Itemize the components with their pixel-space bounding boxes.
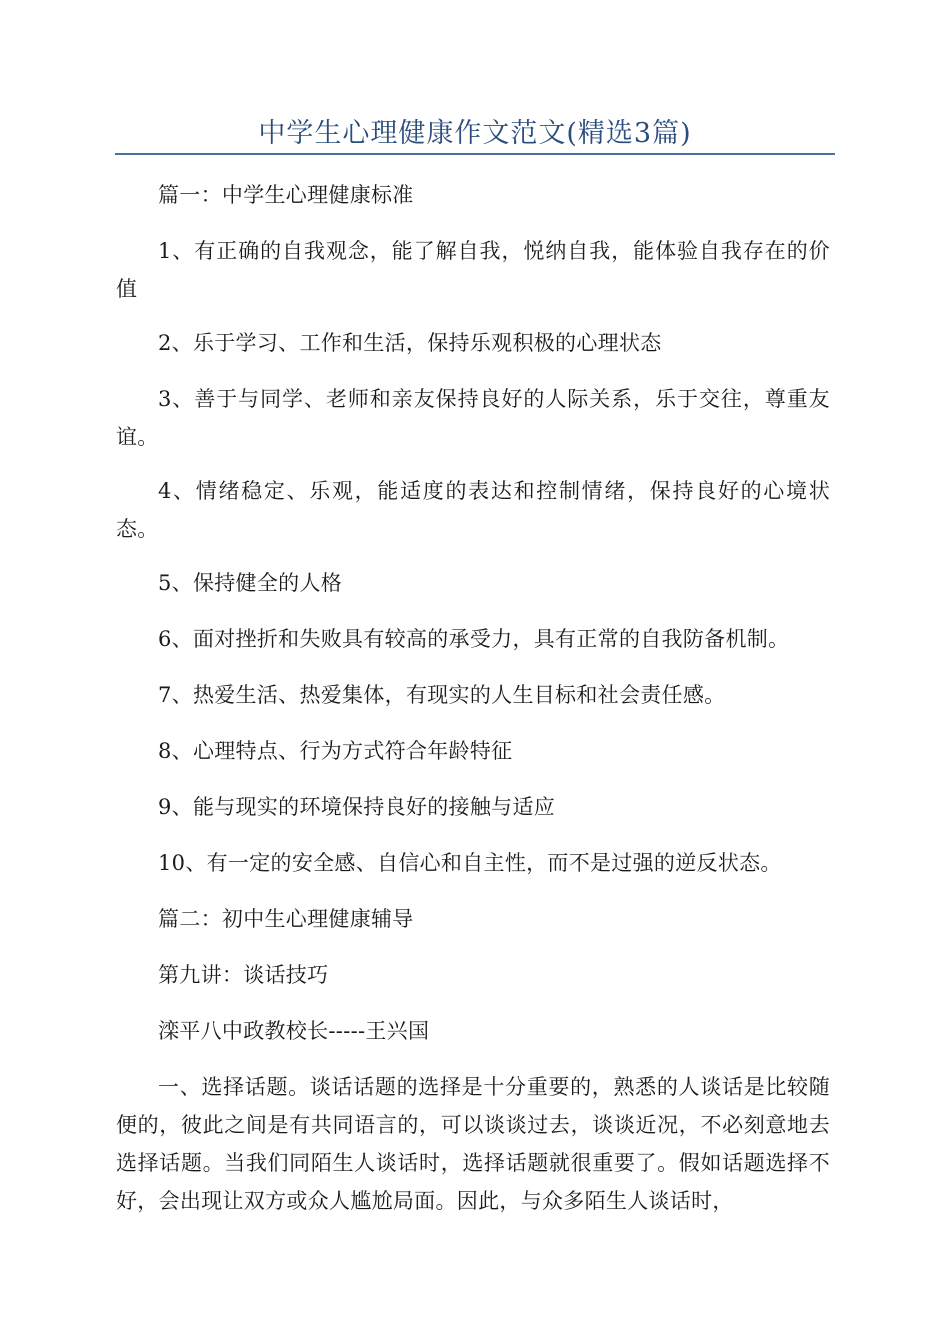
paragraph-item-8: 8、心理特点、行为方式符合年龄特征: [158, 739, 513, 763]
document-body: [116, 176, 830, 1238]
paragraph-item-1: 1、有正确的自我观念，能了解自我，悦纳自我，能体验自我存在的价值: [116, 239, 830, 301]
paragraph-lecture-title: 第九讲：谈话技巧: [158, 963, 329, 987]
paragraph-section-two-heading: 篇二：初中生心理健康辅导: [158, 907, 414, 931]
document-title: 中学生心理健康作文范文(精选3篇): [258, 118, 692, 149]
paragraph-item-10: 10、有一定的安全感、自信心和自主性，而不是过强的逆反状态。: [158, 851, 782, 875]
paragraph-item-6: 6、面对挫折和失败具有较高的承受力，具有正常的自我防备机制。: [158, 627, 790, 651]
paragraph-section-one-heading: 篇一：中学生心理健康标准: [158, 183, 414, 207]
paragraph-item-3: 3、善于与同学、老师和亲友保持良好的人际关系，乐于交往，尊重友谊。: [116, 387, 830, 449]
paragraph-item-2: 2、乐于学习、工作和生活，保持乐观积极的心理状态: [158, 331, 662, 355]
paragraph-author-line: 滦平八中政教校长-----王兴国: [158, 1019, 430, 1043]
paragraph-item-5: 5、保持健全的人格: [158, 571, 343, 595]
title-underline: [115, 153, 835, 155]
paragraph-topic-selection: 一、选择话题。谈话话题的选择是十分重要的，熟悉的人谈话是比较随便的，彼此之间是有共同语言的，可以谈谈过去，谈谈近况，不必刻意地去选择话题。当我们同陌生人谈话时，选择话题就很重要了。假如话题选择不好，会出现让双方或众人尴尬局面。因此，与众多陌生人谈话时，: [116, 1075, 830, 1213]
paragraph-item-9: 9、能与现实的环境保持良好的接触与适应: [158, 795, 556, 819]
paragraph-item-4: 4、情绪稳定、乐观，能适度的表达和控制情绪，保持良好的心境状态。: [116, 479, 830, 541]
paragraph-item-7: 7、热爱生活、热爱集体，有现实的人生目标和社会责任感。: [158, 683, 726, 707]
